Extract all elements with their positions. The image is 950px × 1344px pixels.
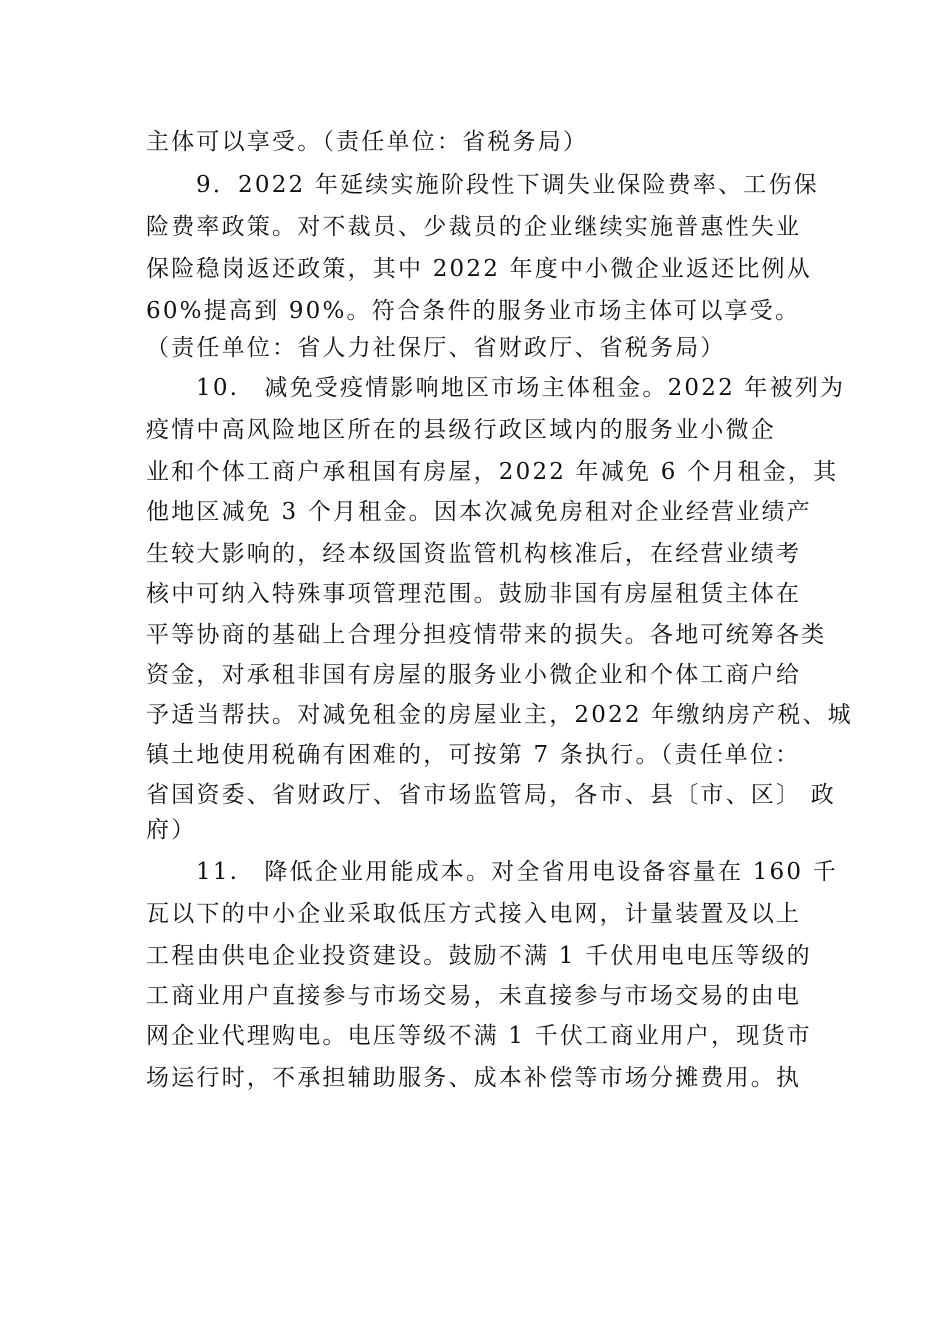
text-line: 核中可纳入特殊事项管理范围。鼓励非国有房屋租赁主体在: [146, 581, 802, 607]
text-line: 保险稳岗返还政策，其中 2022 年度中小微企业返还比例从: [146, 256, 812, 282]
text-line: 网企业代理购电。电压等级不满 1 千伏工商业用户，现货市: [146, 1023, 812, 1049]
text-line: 险费率政策。对不裁员、少裁员的企业继续实施普惠性失业: [146, 214, 802, 240]
text-line: 资金，对承租非国有房屋的服务业小微企业和个体工商户给: [146, 662, 802, 688]
text-line: 疫情中高风险地区所在的县级行政区域内的服务业小微企: [146, 417, 776, 443]
text-line: 10. 减免受疫情影响地区市场主体租金。2022 年被列为: [196, 375, 846, 401]
text-line: （责任单位：省人力社保厅、省财政厅、省税务局）: [146, 335, 726, 361]
text-line: 工程由供电企业投资建设。鼓励不满 1 千伏用电电压等级的: [146, 943, 812, 969]
text-line: 场运行时，不承担辅助服务、成本补偿等市场分摊费用。执: [146, 1065, 802, 1091]
text-line: 11. 降低企业用能成本。对全省用电设备容量在 160 千: [196, 859, 838, 885]
text-line: 生较大影响的，经本级国资监管机构核准后，在经营业绩考: [146, 541, 802, 567]
text-line: 瓦以下的中小企业采取低压方式接入电网，计量装置及以上: [146, 901, 802, 927]
text-line: 工商业用户直接参与市场交易，未直接参与市场交易的由电: [146, 983, 802, 1009]
text-line: 予适当帮扶。对减免租金的房屋业主，2022 年缴纳房产税、城: [146, 702, 853, 728]
text-line: 镇土地使用税确有困难的，可按第 7 条执行。（责任单位：: [146, 742, 801, 768]
text-line: 府）: [146, 817, 197, 843]
text-line: 平等协商的基础上合理分担疫情带来的损失。各地可统筹各类: [146, 622, 827, 648]
text-line: 60%提高到 90%。符合条件的服务业市场主体可以享受。: [146, 298, 801, 324]
text-line: 省国资委、省财政厅、省市场监管局，各市、县〔市、区〕 政: [146, 782, 836, 808]
text-line: 9．2022 年延续实施阶段性下调失业保险费率、工伤保: [196, 172, 819, 198]
text-line: 主体可以享受。（责任单位：省税务局）: [146, 129, 589, 155]
text-line: 他地区减免 3 个月租金。因本次减免房租对企业经营业绩产: [146, 499, 812, 525]
text-line: 业和个体工商户承租国有房屋，2022 年减免 6 个月租金，其: [146, 459, 839, 485]
